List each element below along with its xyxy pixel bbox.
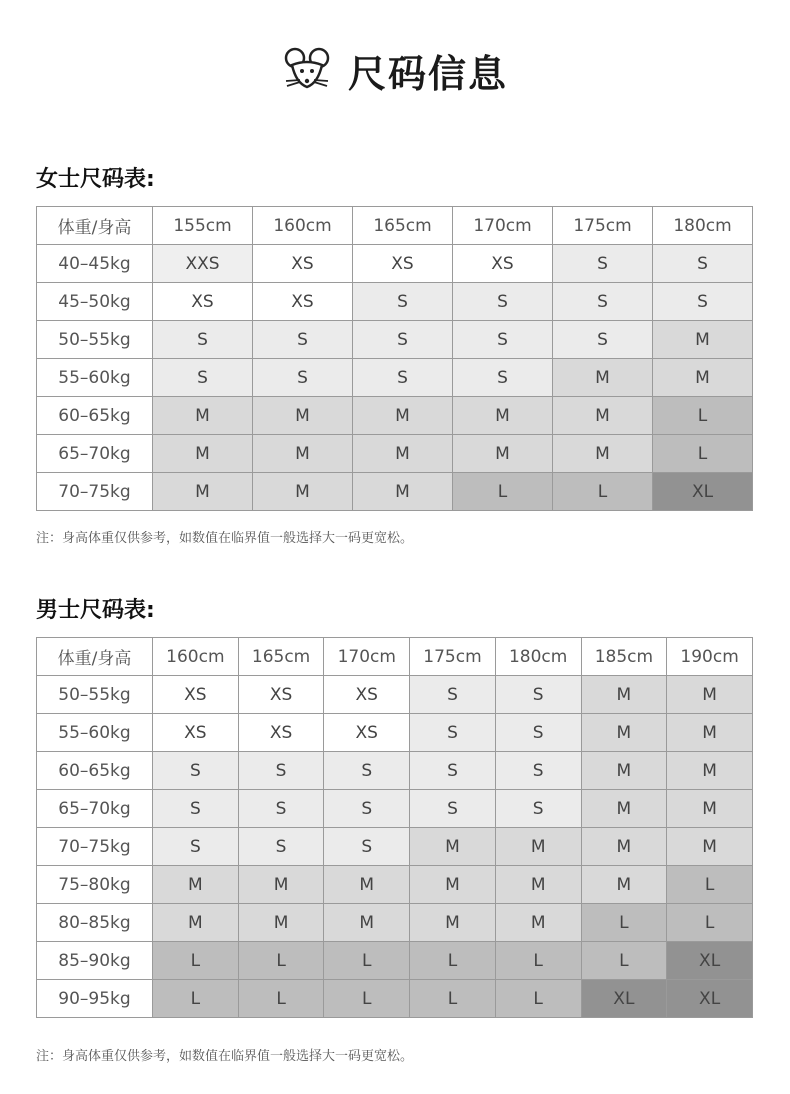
size-cell: S bbox=[253, 359, 353, 397]
size-cell: S bbox=[153, 752, 239, 790]
size-cell: S bbox=[495, 714, 581, 752]
size-cell: L bbox=[238, 942, 324, 980]
size-cell: S bbox=[353, 321, 453, 359]
size-cell: M bbox=[353, 473, 453, 511]
size-cell: XL bbox=[667, 942, 753, 980]
size-cell: S bbox=[153, 790, 239, 828]
size-cell: S bbox=[453, 283, 553, 321]
height-header: 170cm bbox=[324, 638, 410, 676]
table-row bbox=[37, 473, 753, 511]
size-cell: M bbox=[453, 397, 553, 435]
weight-label: 55–60kg bbox=[37, 359, 153, 397]
men-size-chart-title: 男士尺码表: bbox=[36, 598, 155, 623]
size-cell: XS bbox=[153, 283, 253, 321]
size-cell: M bbox=[410, 904, 496, 942]
size-cell: XL bbox=[667, 980, 753, 1018]
size-cell: M bbox=[667, 676, 753, 714]
table-row bbox=[37, 790, 753, 828]
size-cell: M bbox=[353, 435, 453, 473]
size-cell: M bbox=[153, 397, 253, 435]
size-cell: S bbox=[453, 359, 553, 397]
size-cell: M bbox=[253, 473, 353, 511]
height-header: 190cm bbox=[667, 638, 753, 676]
size-cell: S bbox=[353, 359, 453, 397]
size-cell: XL bbox=[581, 980, 667, 1018]
size-cell: S bbox=[353, 283, 453, 321]
size-cell: M bbox=[581, 790, 667, 828]
size-cell: L bbox=[653, 397, 753, 435]
size-cell: M bbox=[581, 828, 667, 866]
table-row bbox=[37, 942, 753, 980]
table-row bbox=[37, 904, 753, 942]
weight-label: 55–60kg bbox=[37, 714, 153, 752]
size-cell: XS bbox=[238, 676, 324, 714]
size-cell: S bbox=[495, 676, 581, 714]
size-cell: L bbox=[667, 866, 753, 904]
size-cell: M bbox=[653, 359, 753, 397]
size-cell: M bbox=[153, 866, 239, 904]
size-cell: S bbox=[410, 714, 496, 752]
size-cell: XS bbox=[453, 245, 553, 283]
size-cell: L bbox=[667, 904, 753, 942]
height-header: 165cm bbox=[353, 207, 453, 245]
page-header bbox=[0, 40, 790, 100]
size-cell: L bbox=[324, 980, 410, 1018]
size-cell: L bbox=[581, 904, 667, 942]
height-header: 165cm bbox=[238, 638, 324, 676]
height-header: 160cm bbox=[153, 638, 239, 676]
women-size-note: 注：身高体重仅供参考，如数值在临界值一般选择大一码更宽松。 bbox=[36, 531, 414, 546]
table-row bbox=[37, 676, 753, 714]
size-cell: M bbox=[581, 752, 667, 790]
weight-label: 50–55kg bbox=[37, 676, 153, 714]
men-size-table bbox=[36, 637, 753, 1018]
weight-label: 60–65kg bbox=[37, 397, 153, 435]
size-cell: XS bbox=[253, 245, 353, 283]
size-cell: M bbox=[581, 866, 667, 904]
size-cell: S bbox=[410, 676, 496, 714]
size-cell: S bbox=[238, 752, 324, 790]
size-cell: L bbox=[238, 980, 324, 1018]
height-header: 155cm bbox=[153, 207, 253, 245]
size-cell: XS bbox=[353, 245, 453, 283]
size-cell: M bbox=[667, 752, 753, 790]
size-cell: M bbox=[253, 397, 353, 435]
corner-header: 体重/身高 bbox=[37, 638, 153, 676]
size-cell: M bbox=[495, 866, 581, 904]
size-cell: M bbox=[553, 397, 653, 435]
height-header: 180cm bbox=[653, 207, 753, 245]
size-cell: M bbox=[153, 473, 253, 511]
size-cell: M bbox=[453, 435, 553, 473]
size-cell: S bbox=[453, 321, 553, 359]
size-cell: S bbox=[238, 790, 324, 828]
size-cell: L bbox=[653, 435, 753, 473]
size-cell: S bbox=[410, 790, 496, 828]
size-cell: S bbox=[495, 790, 581, 828]
size-cell: S bbox=[495, 752, 581, 790]
size-cell: S bbox=[153, 359, 253, 397]
page-title: 尺码信息 bbox=[347, 51, 508, 96]
size-cell: M bbox=[667, 714, 753, 752]
height-header: 185cm bbox=[581, 638, 667, 676]
height-header: 180cm bbox=[495, 638, 581, 676]
table-row bbox=[37, 435, 753, 473]
size-cell: M bbox=[581, 676, 667, 714]
table-row bbox=[37, 359, 753, 397]
size-cell: XS bbox=[153, 714, 239, 752]
height-header: 175cm bbox=[410, 638, 496, 676]
size-cell: M bbox=[667, 790, 753, 828]
size-cell: M bbox=[667, 828, 753, 866]
table-header-row bbox=[37, 638, 753, 676]
size-cell: XS bbox=[324, 676, 410, 714]
size-cell: XS bbox=[253, 283, 353, 321]
size-cell: S bbox=[238, 828, 324, 866]
size-cell: S bbox=[153, 321, 253, 359]
size-cell: L bbox=[324, 942, 410, 980]
size-cell: M bbox=[410, 866, 496, 904]
size-cell: L bbox=[410, 980, 496, 1018]
size-cell: M bbox=[153, 435, 253, 473]
size-cell: M bbox=[553, 359, 653, 397]
size-cell: M bbox=[553, 435, 653, 473]
size-cell: M bbox=[238, 904, 324, 942]
size-cell: S bbox=[553, 283, 653, 321]
size-cell: XS bbox=[324, 714, 410, 752]
weight-label: 80–85kg bbox=[37, 904, 153, 942]
table-row bbox=[37, 980, 753, 1018]
table-row bbox=[37, 714, 753, 752]
size-cell: L bbox=[495, 980, 581, 1018]
size-cell: XS bbox=[153, 676, 239, 714]
weight-label: 75–80kg bbox=[37, 866, 153, 904]
weight-label: 65–70kg bbox=[37, 435, 153, 473]
size-cell: L bbox=[581, 942, 667, 980]
size-cell: L bbox=[553, 473, 653, 511]
table-row bbox=[37, 283, 753, 321]
weight-label: 45–50kg bbox=[37, 283, 153, 321]
size-cell: M bbox=[353, 397, 453, 435]
table-row bbox=[37, 397, 753, 435]
weight-label: 50–55kg bbox=[37, 321, 153, 359]
size-cell: L bbox=[153, 942, 239, 980]
size-cell: S bbox=[553, 321, 653, 359]
weight-label: 65–70kg bbox=[37, 790, 153, 828]
size-cell: XL bbox=[653, 473, 753, 511]
size-cell: M bbox=[153, 904, 239, 942]
size-cell: S bbox=[553, 245, 653, 283]
height-header: 175cm bbox=[553, 207, 653, 245]
size-cell: S bbox=[153, 828, 239, 866]
size-cell: M bbox=[324, 904, 410, 942]
weight-label: 90–95kg bbox=[37, 980, 153, 1018]
size-cell: L bbox=[495, 942, 581, 980]
size-cell: M bbox=[495, 828, 581, 866]
women-size-table bbox=[36, 206, 753, 511]
weight-label: 40–45kg bbox=[37, 245, 153, 283]
weight-label: 70–75kg bbox=[37, 828, 153, 866]
size-cell: S bbox=[324, 828, 410, 866]
size-cell: M bbox=[410, 828, 496, 866]
size-cell: L bbox=[453, 473, 553, 511]
size-cell: S bbox=[324, 790, 410, 828]
table-row bbox=[37, 828, 753, 866]
size-cell: S bbox=[253, 321, 353, 359]
corner-header: 体重/身高 bbox=[37, 207, 153, 245]
size-cell: L bbox=[410, 942, 496, 980]
size-cell: S bbox=[653, 283, 753, 321]
table-row bbox=[37, 866, 753, 904]
mouse-icon bbox=[282, 45, 332, 95]
table-row bbox=[37, 245, 753, 283]
size-cell: S bbox=[410, 752, 496, 790]
table-row bbox=[37, 321, 753, 359]
height-header: 170cm bbox=[453, 207, 553, 245]
men-size-note: 注：身高体重仅供参考，如数值在临界值一般选择大一码更宽松。 bbox=[36, 1049, 414, 1064]
size-cell: M bbox=[253, 435, 353, 473]
weight-label: 85–90kg bbox=[37, 942, 153, 980]
size-cell: M bbox=[495, 904, 581, 942]
weight-label: 60–65kg bbox=[37, 752, 153, 790]
women-size-chart-title: 女士尺码表: bbox=[36, 167, 155, 192]
weight-label: 70–75kg bbox=[37, 473, 153, 511]
size-cell: M bbox=[238, 866, 324, 904]
size-cell: M bbox=[324, 866, 410, 904]
table-header-row bbox=[37, 207, 753, 245]
table-row bbox=[37, 752, 753, 790]
size-cell: S bbox=[653, 245, 753, 283]
size-cell: XS bbox=[238, 714, 324, 752]
size-cell: M bbox=[653, 321, 753, 359]
size-cell: M bbox=[581, 714, 667, 752]
size-cell: XXS bbox=[153, 245, 253, 283]
size-cell: L bbox=[153, 980, 239, 1018]
height-header: 160cm bbox=[253, 207, 353, 245]
size-cell: S bbox=[324, 752, 410, 790]
